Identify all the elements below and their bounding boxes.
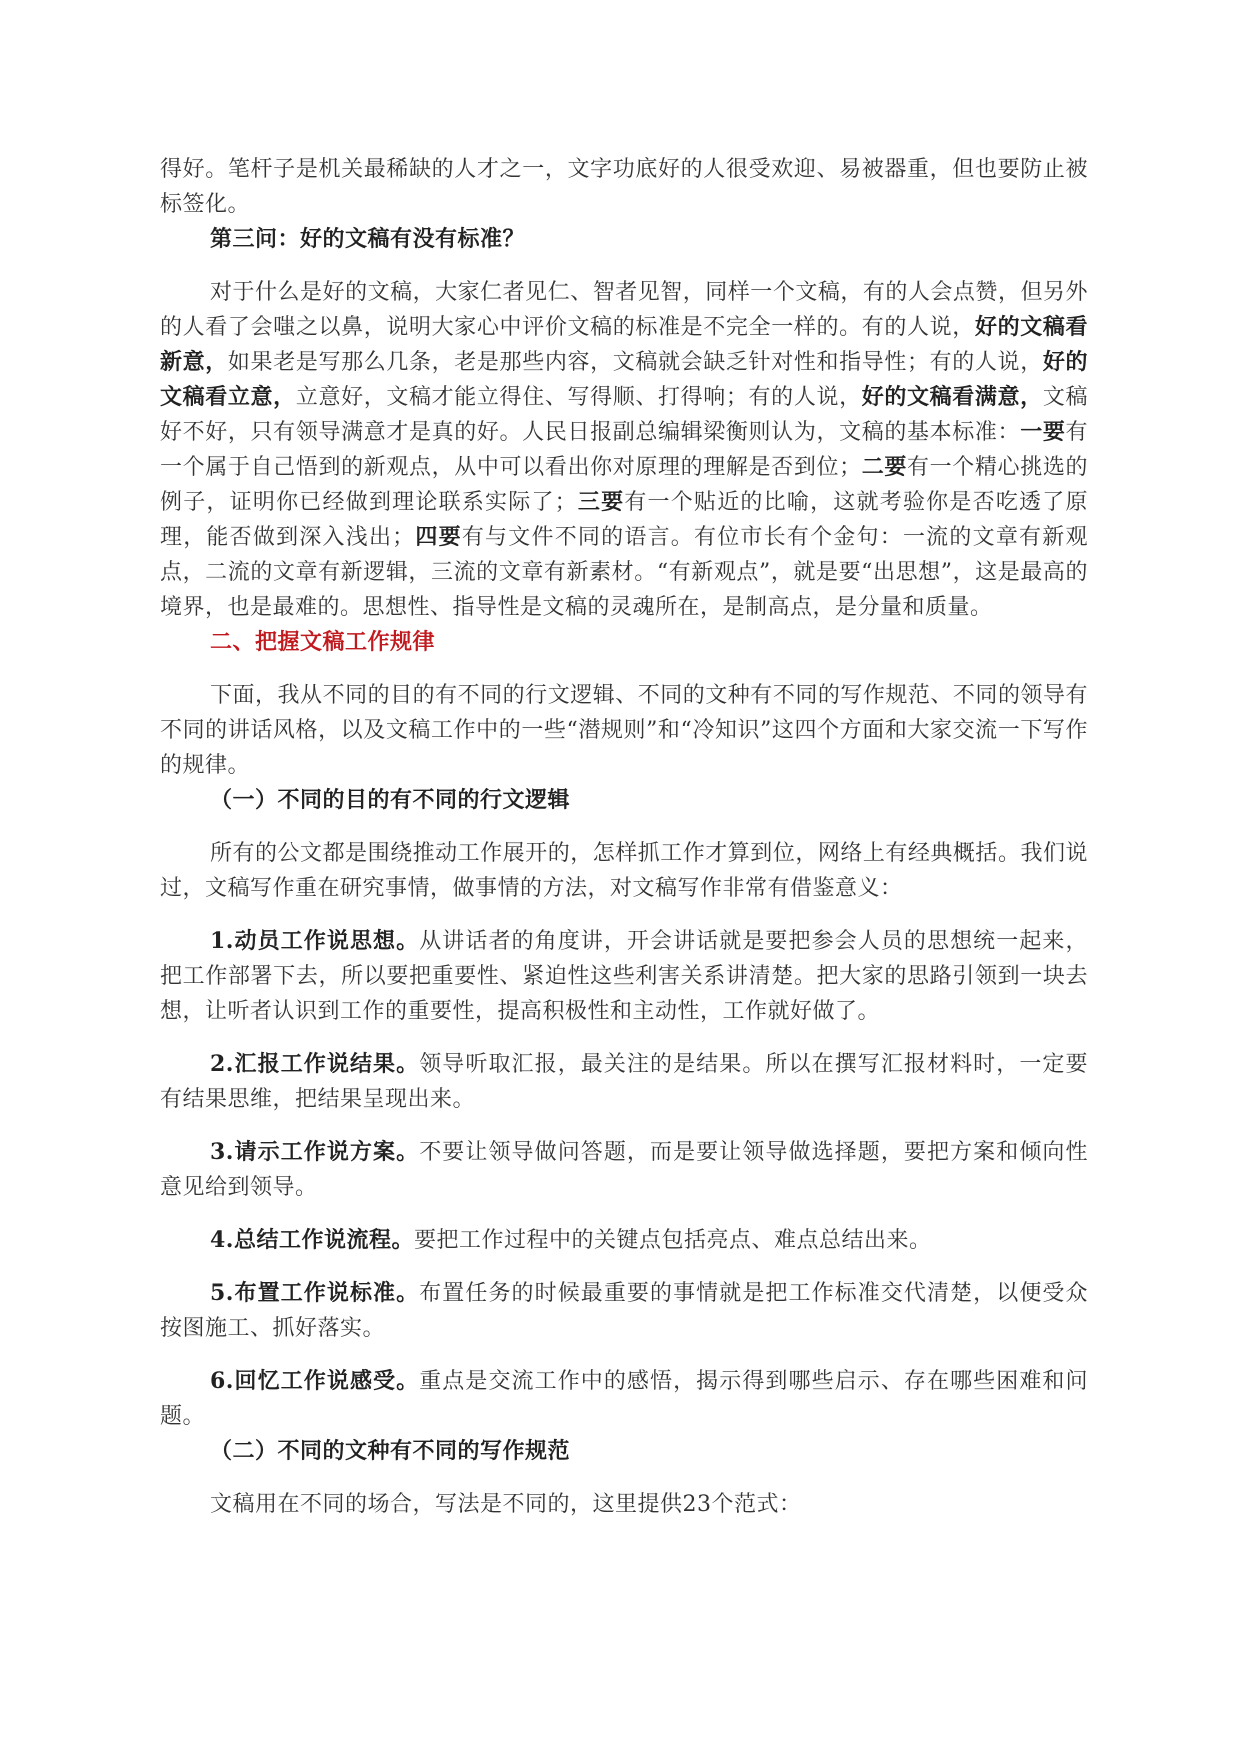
run-bold: 一要 [1020,419,1066,445]
run-text: 如果老是写那么几条，老是那些内容，文稿就会缺乏针对性和指导性；有的人说， [227,350,1043,375]
item-lead: 6.回忆工作说感受。 [210,1368,420,1394]
item-text: 不要让领导做问答题，而是要让领导做选择题，要把方案和倾向性意见给到领导。 [160,1140,1088,1200]
item-lead: 3.请示工作说方案。 [210,1139,420,1165]
paragraph-intro-rules: 下面，我从不同的目的有不同的行文逻辑、不同的文种有不同的写作规范、不同的领导有不同的讲话风格，以及文稿工作中的一些“潜规则”和“冷知识”这四个方面和大家交流一下写作的规律。 [160,683,1088,778]
run-bold: 二要 [861,454,908,480]
paragraph-continuation: 得好。笔杆子是机关最稀缺的人才之一，文字功底好的人很受欢迎、易被器重，但也要防止被标签化。 [160,157,1088,217]
item-text: 领导听取汇报，最关注的是结果。所以在撰写汇报材料时，一定要有结果思维，把结果呈现出来。 [160,1052,1088,1112]
item-lead: 2.汇报工作说结果。 [210,1051,420,1077]
run-bold: 四要 [414,524,462,550]
section-heading-two: 二、把握文稿工作规律 [210,629,436,655]
item-lead: 4.总结工作说流程。 [210,1227,414,1253]
run-text: 立意好，文稿才能立得住、写得顺、打得响；有的人说， [295,385,862,410]
run-text: 有与文件不同的语言。有位市长有个金句：一流的文章有新观点，二流的文章有新逻辑，三流的文章有新素材。“有新观点”，就是要“出思想”，这是最高的境界，也是最难的。思想性、指导性是文稿的灵魂所在，是制高点，是分量和质量。 [160,525,1088,620]
list-item [160,1223,1088,1258]
run-text: 有一个精心挑选的例子，证明你已经做到理论联系实际了； [160,455,1088,515]
run-bold: 好的文稿看满意， [861,384,1043,410]
subheading-two: （二）不同的文种有不同的写作规范 [210,1438,571,1464]
run-text: 对于什么是好的文稿，大家仁者见仁、智者见智，同样一个文稿，有的人会点赞，但另外的人看了会嗤之以鼻，说明大家心中评价文稿的标准是不完全一样的。有的人说， [160,280,1088,340]
subheading-one: （一）不同的目的有不同的行文逻辑 [210,787,571,813]
list-item [160,1047,1088,1117]
list-item [160,1135,1088,1205]
item-text: 要把工作过程中的关键点包括亮点、难点总结出来。 [413,1228,932,1253]
item-lead: 5.布置工作说标准。 [210,1280,420,1306]
heading-question-three: 第三问：好的文稿有没有标准？ [210,226,526,252]
run-bold: 好的文稿看立意， [160,349,1088,410]
paragraph-standards [160,275,1088,625]
run-bold: 三要 [577,489,625,515]
run-bold: 好的文稿看新意， [160,314,1088,375]
list-item [160,924,1088,1029]
item-text: 布置任务的时候最重要的事情就是把工作标准交代清楚，以便受众按图施工、抓好落实。 [160,1281,1088,1341]
list-item [160,1276,1088,1346]
run-text: 有一个贴近的比喻，这就考验你是否吃透了原理，能否做到深入浅出； [160,490,1088,550]
list-item [160,1364,1088,1434]
item-text: 重点是交流工作中的感悟，揭示得到哪些启示、存在哪些困难和问题。 [160,1369,1088,1429]
item-lead: 1.动员工作说思想。 [210,928,420,954]
item-text: 从讲话者的角度讲，开会讲话就是要把参会人员的思想统一起来，把工作部署下去，所以要把重要性、紧迫性这些利害关系讲清楚。把大家的思路引领到一块去想，让听者认识到工作的重要性，提高积极性和主动性，工作就好做了。 [160,929,1088,1024]
run-text: 文稿好不好，只有领导满意才是真的好。人民日报副总编辑梁衡则认为，文稿的基本标准： [160,385,1088,445]
paragraph-templates: 文稿用在不同的场合，写法是不同的，这里提供23个范式： [210,1492,802,1517]
run-text: 有一个属于自己悟到的新观点，从中可以看出你对原理的理解是否到位； [160,420,1088,480]
paragraph-purpose: 所有的公文都是围绕推动工作展开的，怎样抓工作才算到位，网络上有经典概括。我们说过，文稿写作重在研究事情，做事情的方法，对文稿写作非常有借鉴意义： [160,841,1088,901]
